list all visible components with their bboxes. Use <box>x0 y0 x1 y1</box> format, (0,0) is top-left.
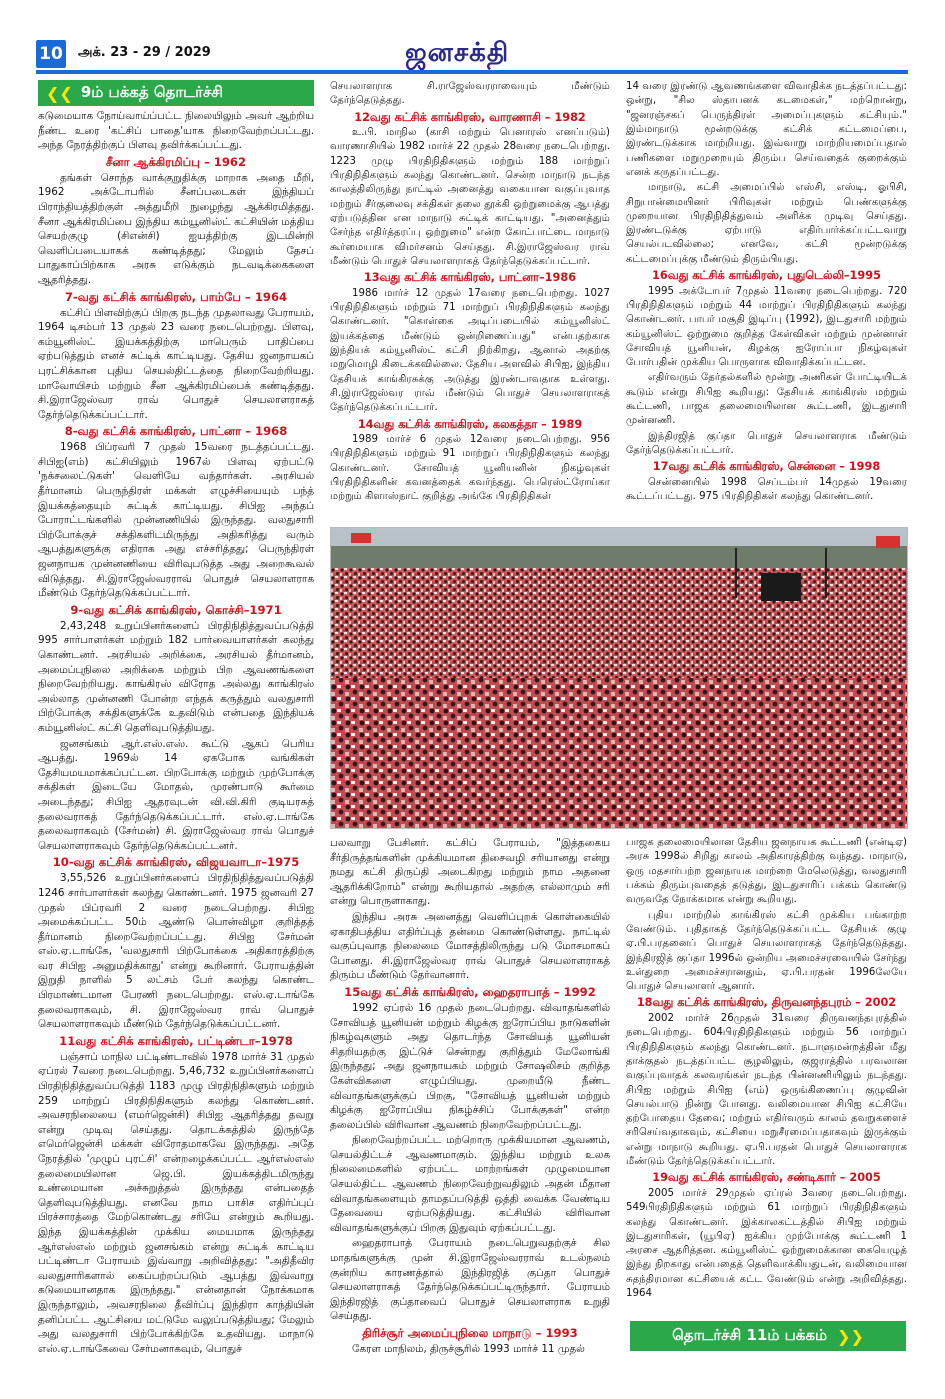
article-column-2-bottom <box>330 836 610 1358</box>
paragraph: எதிர்வரும் தேர்தல்களில் மூன்று அணிகள் போட்டியிடக் கூடும் என்று சிபிஐ கூறியது: தேசியக் காங்கிரஸ் மற்றும் கூட்டணி, பாஜக தலைமையிலான கூட்டணி, இடதுசாரி முன்னணி. <box>626 372 907 427</box>
section-heading: 8-வது கட்சிக் காங்கிரஸ், பாட்னா – 1968 <box>64 424 288 439</box>
paragraph: 1995 அக்டோபர் 7முதல் 11வரை நடைபெற்றது. 720 பிரதிநிதிகளும் மற்றும் 44 மாற்றுப் பிரதிநிதிகளும் கலந்து கொண்டனர். பாபர் மசூதி இடிப்பு (1992), இடதுசாரி மற்றும் கம்யூனிஸ்ட் ஒற்றுமை குறித்த கேள்விகள் மற்றும் முன்னாள் சோவியத் யூனியன், கிழக்கு ஐரோப்பா நிகழ்வுகள் போர்பதின் முக்கிய பொருளாக விவாதிக்கப்பட்டன. <box>626 285 907 369</box>
paragraph: இந்திரஜித் குப்தா பொதுச் செயலாளராக மீண்டும் தேர்ந்தெடுக்கப்பட்டார். <box>626 430 907 457</box>
section-heading: 14வது கட்சிக் காங்கிரஸ், கலகத்தா – 1989 <box>357 417 583 431</box>
page-header <box>0 0 945 74</box>
issue-date: அக். 23 - 29 / 2029 <box>78 45 211 60</box>
double-chevron-right-icon: ❯❯ <box>837 1326 864 1346</box>
section-heading: 13வது கட்சிக் காங்கிரஸ், பாட்னா–1986 <box>363 271 577 285</box>
paragraph: உ.பி. மாநில (காசி மற்றும் பெனாரஸ் எனப்படும்) வாரணாசியில் 1982 மார்ச் 22 முதல் 28வரை நடைபெற்றது. 1223 முழு பிரதிநிதிகளும் மற்றும் 188 மாற்றுப் பிரதிநிதிகளும் கலந்து கொண்டனர். சென்ற மாநாடு நடந்த காலத்திலிருந்து நாட்டில் அனைத்து வகையான வகுப்புவாத மற்றும் சீர்குலைவு சக்திகள் தலை தூக்கி ஒற்றுமைக்கு ஆபத்து ஏற்படுத்தின என மாநாடு சுட்டிக் காட்டியது. "அனைத்தும் சேர்ந்த எதிர்த்தரப்பு ஒற்றுமை" என்ற கோட்பாட்டை மாநாடு கூர்மையாக விமர்சனம் செய்தது. சி.இராஜேஸ்வர ராவ் மீண்டும் பொதுச் செயலாளராகத் தேர்ந்தெடுக்கப்பட்டார். <box>330 127 610 267</box>
paragraph: ஜனசங்கம் ஆர்.எஸ்.எஸ். கூட்டு ஆகப் பெரிய ஆபத்து. 1969ல் 14 ஏகபோக வங்கிகள் தேசியமயமாக்கப்பட்டன. பிறபோக்கு மற்றும் முற்போக்கு சக்திகள் இடையே மோதல், முரண்பாடு கூர்மை அடைந்தது; சிபிஐ ஆதரவுடன் வி.வி.கிரி குடியரசுத் தலைவராகத் தேர்ந்தெடுக்கப்பட்டார். எஸ்.ஏ.டாங்கே தலைவராகவும் (சேர்மன்) சி. இராஜேஸ்வர ராவ் பொதுச் செயலாளராகவும் தேர்ந்தெடுக்கப்பட்டனர். <box>38 737 314 852</box>
paragraph: 2002 மார்ச் 26முதல் 31வரை திருவனந்தபுரத்தில் நடைபெற்றது. 604பிரதிநிதிகளும் மற்றும் 56 மாற்றுப் பிரதிநிதிகளும் கலந்து கொண்டனர். நடாளுமன்றத்தின் மீது தாக்குதல் நடத்தப்பட்ட சூழலிலும், குஜராத்தில் பரவலான வகுப்புவாதக் கலவரங்கள் நடந்த பின்னணியிலும் நடந்தது. சிபிஐ மற்றும் சிபிஐ (எம்) ஒருங்கிணைப்பு குழுவின் செயல்பாடு நின்று போனது. வலிமையான சிபிஐ கட்சியே தற்போதைய தேவை; மற்றும் எதிர்வரும் காலம் தவறுகளைச் சரிசெய்வதாகவும், கட்சியை மறுசீரமைப்பதாகவும் இருக்கும் என்று மாநாடு கூறியது. ஏ.பி.பரதன் பொதுச் செயலாளராக மீண்டும் தேர்ந்தெடுக்கப்பட்டார். <box>626 1012 907 1168</box>
paragraph: பலவாறு பேசினர். கட்சிப் பேராயம், "இத்தகைய சீர்திருத்தங்களின் முக்கியமான திசைவழி சரியானது என்று நமது கட்சி திருப்தி அடைகிறது மற்றும் நாம அதனை ஆதரிக்கிறோம்" என்று கூறியதால் அதற்கு எல்லாமும் சரி என்று பொருளாகாது. <box>330 837 610 908</box>
crowd-photo-image <box>331 528 908 829</box>
paragraph: பாஜக தலைமையிலான தேசிய ஜனநாயக கூட்டணி (என்டிஏ) அரசு 1998ல் சிறிது காலம் அதிகாரத்திற்கு வந்தது. மாநாடு, ஒரு மதசார்பற்ற ஜனநாயக மாற்றை மேலெடுத்து, வலதுசாரி பக்கம் திரும்புவதைத் தடுத்து, இடதுசாரிப் பக்கம் கொண்டு வருவதே நோக்கமாக என்று கூறியது. <box>626 837 907 906</box>
continued-on-label: தொடர்ச்சி 11ம் பக்கம் <box>672 1326 828 1344</box>
section-heading: 11வது கட்சிக் காங்கிரஸ், பட்டிண்டா–1978 <box>59 1033 293 1048</box>
section-heading: 12வது கட்சிக் காங்கிரஸ், வாரணாசி – 1982 <box>354 110 586 124</box>
section-heading: சீனா ஆக்கிரமிப்பு – 1962 <box>105 154 247 169</box>
paragraph: செயலாளராக சி.ராஜேஸ்வரராவையும் மீண்டும் தேர்ந்தெடுத்தது. <box>330 81 610 107</box>
paragraph: 1986 மார்ச் 12 முதல் 17வரை நடைபெற்றது. 1027 பிரதிநிதிகளும் மற்றும் 71 மாற்றுப் பிரதிநிதிகளும் கலந்து கொண்டனர். "கொள்கை அடிப்படையில் கம்யூனிஸ்ட் இயக்கத்தை மீண்டும் ஒன்றிணைப்பது" என்பதற்காக இந்தியக் கம்யூனிஸ்ட் கட்சி நிற்கிறது, ஆனால் அதற்கு மறுமொழி கிடைக்கவில்லை. தேசிய அளவில் சிபிஐ, இந்திய தேசியக் காங்கிரசுக்கு அடுத்து இரண்டாவதாக உள்ளது. சி.இராஜேஸ்வர ராவ் மீண்டும் பொதுச் செயலாளராகத் தேர்ந்தெடுக்கப்பட்டார். <box>330 287 610 414</box>
paragraph: 2,43,248 உறுப்பினர்களைப் பிரதிநிதித்துவப்படுத்தி 995 சார்பாளர்கள் மற்றும் 182 பார்வையாளர்கள் கலந்து கொண்டனர். அரசியல் அறிக்கை, அரசியல் தீர்மானம், அமைப்புநிலை அறிக்கை மற்றும் பிற ஆவணங்களை நிறைவேற்றியது. காங்கிரஸ் விரோத அல்லது காங்கிரஸ் அல்லாத முன்னணி போன்ற எந்தக் கருத்தும் வலதுசாரி பிற்போக்கு சக்திகளுக்கே உதவிடும் என்பதை இந்தியக் கம்யூனிஸ்ட் கட்சி தெளிவுபடுத்தியது. <box>38 619 314 734</box>
paragraph: கடுமையாக நோய்வாய்ப்பட்ட நிலையிலும் அவர் ஆற்றிய நீண்ட உரை 'கட்சிப் பாதை'யாக நிறைவேற்றப்பட்டது. அந்த நேரத்திற்குப் பிளவு தவிர்க்கப்பட்டது. <box>38 110 314 152</box>
paragraph: இந்திய அரசு அனைத்து வெளிப்புறக் கொள்கையில் ஏகாதிபத்திய எதிர்ப்புத் தன்மை கொண்டுள்ளது. நாட்டில் வகுப்புவாத நிலைமை மோசத்திலிருந்து படு மோசமாகப் போனது. சி.இராஜேஸ்வர ராவ் பொதுச் செயலாளராகத் திரும்ப மீண்டும் தேர்வானார். <box>330 910 610 982</box>
crowd-photo <box>330 527 908 829</box>
article-column-3-top <box>626 80 907 505</box>
paragraph: புதிய மாற்றில் காங்கிரஸ் கட்சி முக்கிய பங்காற்ற வேண்டும். புதிதாகத் தேர்ந்தெடுக்கப்பட்ட தேசியக் குழு ஏ.பி.பரதனைப் பொதுச் செயலாளராகத் தேர்ந்தெடுத்தது. இந்திரஜித் குப்தா 1996ல் ஒன்றிய அமைச்சரவையில் சேர்ந்து உள்துறை அமைச்சரானதும், ஏ.பி.பரதன் 1996லேயே பொதுச் செயலாளர் ஆனார். <box>626 909 907 993</box>
section-heading: 7-வது கட்சிக் காங்கிரஸ், பாம்பே – 1964 <box>64 289 288 304</box>
section-heading: 15வது கட்சிக் காங்கிரஸ், ஹைதராபாத் – 1992 <box>344 984 596 999</box>
paragraph: 1968 பிப்ரவரி 7 முதல் 15வரை நடத்தப்பட்டது. சிபிஐ(எம்) கட்சியிலும் 1967ல் பிளவு ஏற்பட்டு 'நக்சலைட்டுகள்' வெளியே வந்தார்கள். அரசியல் தீர்மானம் பெருந்திரள் மக்கள் எழுச்சியையும் பந்த் இயக்கத்தையும் சுட்டிக் காட்டியது. சிபிஐ அந்தப் போராட்டங்களில் முன்னணியில் இருந்தது. வலதுசாரி பிற்போக்குச் சக்திகளிடமிருந்து அதிகரித்து வரும் ஆபத்துகளுக்கு எதிராக அது எச்சரித்தது; பெருந்திரள் ஜனநாயக முன்னணியை விரிவுபடுத்த அது அறைகூவல் விடுத்தது. சி.இராஜேஸ்வரராவ் பொதுச் செயலாளராக மீண்டும் தேர்ந்தெடுக்கப்பட்டார். <box>38 441 314 600</box>
paragraph: 14 வரை இரண்டு ஆவணங்களை விவாதிக்க நடத்தப்பட்டது: ஒன்று, "சில ஸ்தாபனக் கடமைகள்," மற்றொன்று, "ஜனரஞ்சகப் பெருந்திரள் அமைப்புகளும் கட்சியும்." இம்மாநாடு மூன்றடுக்கு கட்சிக் கட்டமைப்பை, இரண்டடுக்காக மாற்றியது. இவ்வாறு மாற்றியமைப்பதால் பணிகளை மறுமுறையும் திரும்ப செய்வதைக் குறைக்கும் எனக் கருதப்பட்டது. <box>626 81 907 178</box>
paragraph: கேரள மாநிலம், திருச்சூரில் 1993 மார்ச் 11 முதல் <box>352 1343 585 1355</box>
article-column-1 <box>38 109 314 1357</box>
section-heading: 17வது கட்சிக் காங்கிரஸ், சென்னை – 1998 <box>652 460 881 474</box>
paragraph: 3,55,526 உறுப்பினர்களைப் பிரதிநிதித்துவப்படுத்தி 1246 சார்பாளர்கள் கலந்து கொண்டனர். 1975 ஜனவரி 27 முதல் பிப்ரவரி 2 வரை நடைபெற்றது. சிபிஐ அமைக்கப்பட்ட 50ம் ஆண்டு பொன்விழா குறித்தத் தீர்மானம் நிறைவேற்றப்பட்டது. சிபிஐ சேர்மன் எஸ்.ஏ.டாங்கே, 'வலதுசாரி பிற்போக்கை அதிகாரத்திற்கு வர சிபிஐ அனுமதிக்காது' என்று கூறினார். பேராயத்தின் இறுதி நாளில் 5 லட்சம் பேர் கலந்து கொண்ட பிரமாண்டமான பேரணி நடைபெற்றது. எஸ்.ஏ.டாங்கே தலைவராகவும், சி. இராஜேஸ்வர ராவ் பொதுச் செயலாளராகவும் மீண்டும் தேர்ந்தெடுக்கப்பட்டனர். <box>38 872 314 1031</box>
paragraph: பஞ்சாப் மாநில பட்டிண்டாவில் 1978 மார்ச் 31 முதல் ஏப்ரல் 7வரை நடைபெற்றது. 5,46,732 உறுப்பினர்களைப் பிரதிநிதித்துவப்படுத்தி 1183 முழு பிரதிநிதிகளும் மற்றும் 259 மாற்றுப் பிரதிநிதிகளும் கலந்து கொண்டனர். அவசரநிலையை (எமர்ஜென்சி) சிபிஐ ஆதரித்தது தவறு என்று முடிவு செய்தது. தொடக்கத்தில் இருந்தே எமெர்ஜென்சி மக்கள் விரோதமாகவே இருந்தது. அதே நேரத்தில் 'முழுப் புரட்சி' என்றழைக்கப்பட்ட ஆர்எஸ்எஸ் தலைமையிலான ஜெ.பி. இயக்கத்திடமிருந்து உண்மையான அச்சுறுத்தல் இருந்தது என்பதைத் தெளிவுபடுத்தியது. எனவே நாம பாசிச எதிர்ப்புப் பிரச்சாரத்தை மேற்கொண்டது சரியே என்றும் கூறியது. இந்த இயக்கத்தின் முக்கிய மையமாக இருந்தது ஆர்எஸ்எஸ் மற்றும் ஜனசங்கம் என்று சுட்டிக் காட்டிய பட்டிண்டா பேராயம் இவ்வாறு அறிவித்தது: "அதிதீவிர வலதுசாரிகளால் கைப்பற்றப்படும் ஆபத்து இவ்வாறு கடுமையானதாக இருந்தது." என்னதான் நோக்கமாக இருந்தாலும், அவசரநிலை தீவிர்ப்பு இந்திரா காந்தியின் தனிப்பட்ட ஆட்சியை மட்டுமே வலுப்படுத்தியது; மேலும் அது வலதுசாரி பிற்போக்கிற்கே உதவியது. மாநாடு எஸ்.ஏ.டாங்கேவை சேர்மனாகவும், பொதுச் <box>38 1050 314 1355</box>
paragraph: தங்கள் சொந்த வாக்குறுதிக்கு மாறாக அதை மீறி, 1962 அக்டோபரில் சீனப்படைகள் இந்தியப் பிராந்தியத்திற்குள் அத்துமீறி நுழைந்து ஆக்கிரமித்தது. சீனா ஆக்கிரமிப்பை இந்திய கம்யூனிஸ்ட் கட்சியின் மத்திய செயற்குழு (சிஎன்சி) ஐயத்திற்கு இடமின்றி வெளிப்படையாகக் கண்டித்தது; மேலும் தேசப் பாதுகாப்பிற்காக அரசு எடுக்கும் நடவடிக்கைகளை ஆதரித்தது. <box>38 171 314 286</box>
continued-on-banner <box>630 1321 906 1351</box>
section-heading: 10-வது கட்சிக் காங்கிரஸ், விஜயவாடா–1975 <box>52 855 300 870</box>
continued-from-label: 9ம் பக்கத் தொடர்ச்சி <box>80 83 223 101</box>
paragraph: ஹைதராபாத் பேராயம் நடைபெறுவதற்குச் சில மாதங்களுக்கு முன் சி.இராஜேஸ்வரராவ் உடல்நலம் குன்றிய காரணத்தால் இந்திரஜித் குப்தா பொதுச் செயலாளராகத் தேர்ந்தெடுக்கப்பட்டிருந்தார். பேராயம் இந்திரஜித் குப்தாவைப் பொதுச் செயலாளராக உறுதி செய்தது. <box>330 1237 610 1323</box>
paragraph: மாநாடு, கட்சி அமைப்பில் எஸ்சி, எஸ்டி, ஓபிசி, சிறுபான்மையினர் பிரிவுகள் மற்றும் பெண்களுக்கு முறையான பிரதிநிதித்துவம் அளிக்க முடிவு செய்தது. இரண்டடுக்கு ஏற்பாடு எதிர்பார்க்கப்பட்டவாறு செயல்படவில்லை; எனவே, கட்சி மூன்றடுக்கு கட்டமைப்புக்கு மீண்டும் திரும்பியது. <box>626 182 907 265</box>
paragraph: 1989 மார்ச் 6 முதல் 12வரை நடைபெற்றது. 956 பிரதிநிதிகளும் மற்றும் 91 மாற்றுப் பிரதிநிதிகளும் கலந்து கொண்டனர். சோவியத் யூனியனின் நிகழ்வுகள் பிரதிநிதிகளின் கவனத்தைக் கவர்ந்தது. பெரெஸ்ட்ரோய்கா மற்றும் கிளாஸ்நாட் குறித்து அங்கே பிரதிநிதிகள் <box>330 434 610 503</box>
continued-from-banner <box>38 80 314 106</box>
double-chevron-left-icon: ❮❮ <box>46 83 73 103</box>
section-heading: 16வது கட்சிக் காங்கிரஸ், புதுடெல்லி–1995 <box>652 269 881 283</box>
paragraph: சென்னையில் 1998 செப்டம்பர் 14முதல் 19வரை கூட்டப்பட்டது. 975 பிரதிநிதிகள் கலந்து கொண்டனர். <box>626 476 907 503</box>
section-heading: 19வது கட்சிக் காங்கிரஸ், சண்டிகார் – 2005 <box>652 1171 881 1185</box>
article-column-3-bottom <box>626 836 907 1302</box>
article-column-2-top <box>330 80 610 506</box>
section-heading: திரிச்சூர் அமைப்புநிலை மாநாடு – 1993 <box>362 1326 578 1340</box>
masthead: ஜனசக்தி <box>405 38 510 68</box>
paragraph: 2005 மார்ச் 29முதல் ஏப்ரல் 3வரை நடைபெற்றது. 549பிரதிநிதிகளும் மற்றும் 61 மாற்றுப் பிரதிநிதிகளும் கலந்து கொண்டனர். இக்காலகட்டத்தில் சிபிஐ மற்றும் இடதுசாரிகள், (யூபிஏ) ஐக்கிய முற்போக்கு கூட்டணி 1 அரசை ஆதரித்தன. கம்யூனிஸ்ட் ஒற்றுமைக்கான கையெழுத் இந்து நிறகாது என்பதைத் தெளிவாக்கியதுடன், வலிமையான சுதந்திரமான கட்சியைக் கட்ட வேண்டும் என்று அறிவித்தது. 1964 <box>626 1187 907 1300</box>
page-number: 10 <box>36 40 66 68</box>
paragraph: 1992 ஏப்ரல் 16 முதல் நடைபெற்றது. விவாதங்களில் சோவியத் யூனியன் மற்றும் கிழக்கு ஐரோப்பிய நாடுகளின் நிகழ்வுகளும் அது தொடர்ந்த சோவியத் யூனியன் சிதறியதற்கு இட்டுச் சென்றது குறித்தும் மேலோங்கி இருந்தது; அது ஜனநாயகம் மற்றும் சோஷலிசம் குறித்த கேள்விகளை எழுப்பியது. முறையீடு நீண்ட விவாதங்களுக்குப் பிறகு, "சோவியத் யூனியன் மற்றும் கிழக்கு ஐரோப்பிய நிகழ்ச்சிப் போக்குகள்" என்ற தலைப்பில் விரிவான ஆவணம் நிறைவேற்றப்பட்டது. <box>330 1001 610 1131</box>
paragraph: நிறைவேற்றப்பட்ட மற்றொரு முக்கியமான ஆவணம், செயல்திட்டச் ஆவணமாகும். இந்திய மற்றும் உலக நிலைமைகளில் ஏற்பட்ட மாற்றங்கள் முழுமையான செயல்திட்ட ஆவணம் நிறைவேற்றுவதிலும் அதன் மீதான விவாதங்களையும் தாமதப்படுத்தி ஒத்தி வைக்க வேண்டிய தேவையை ஏற்படுத்தியது. கட்சியில் விரிவான விவாதங்களுக்குப் பிறகு இதுவும் ஏற்கப்பட்டது. <box>330 1134 610 1234</box>
header-rule <box>36 70 908 74</box>
section-heading: 9-வது கட்சிக் காங்கிரஸ், கொச்சி–1971 <box>70 602 282 617</box>
paragraph: கட்சிப் பிளவிற்குப் பிறகு நடந்த முதலாவது பேராயம், 1964 டிசம்பர் 13 முதல் 23 வரை நடைபெற்றது. பிளவு, கம்யூனிஸ்ட் இயக்கத்திற்கு மாபெரும் பாதிப்பை ஏற்படுத்தும் எனச் சுட்டிக் காட்டியது. தேசிய ஜனநாயகப் புரட்சிக்கான புதிய செயல்திட்டத்தை நிறைவேற்றியது. மாவோயிசம் மற்றும் சீன ஆக்கிரமிப்பைக் கண்டித்தது. சி.இராஜேஸ்வர ராவ் பொதுச் செயலாளராகத் தேர்ந்தெடுக்கப்பட்டார். <box>38 306 314 421</box>
section-heading: 18வது கட்சிக் காங்கிரஸ், திருவனந்தபுரம் – 2002 <box>636 996 897 1010</box>
